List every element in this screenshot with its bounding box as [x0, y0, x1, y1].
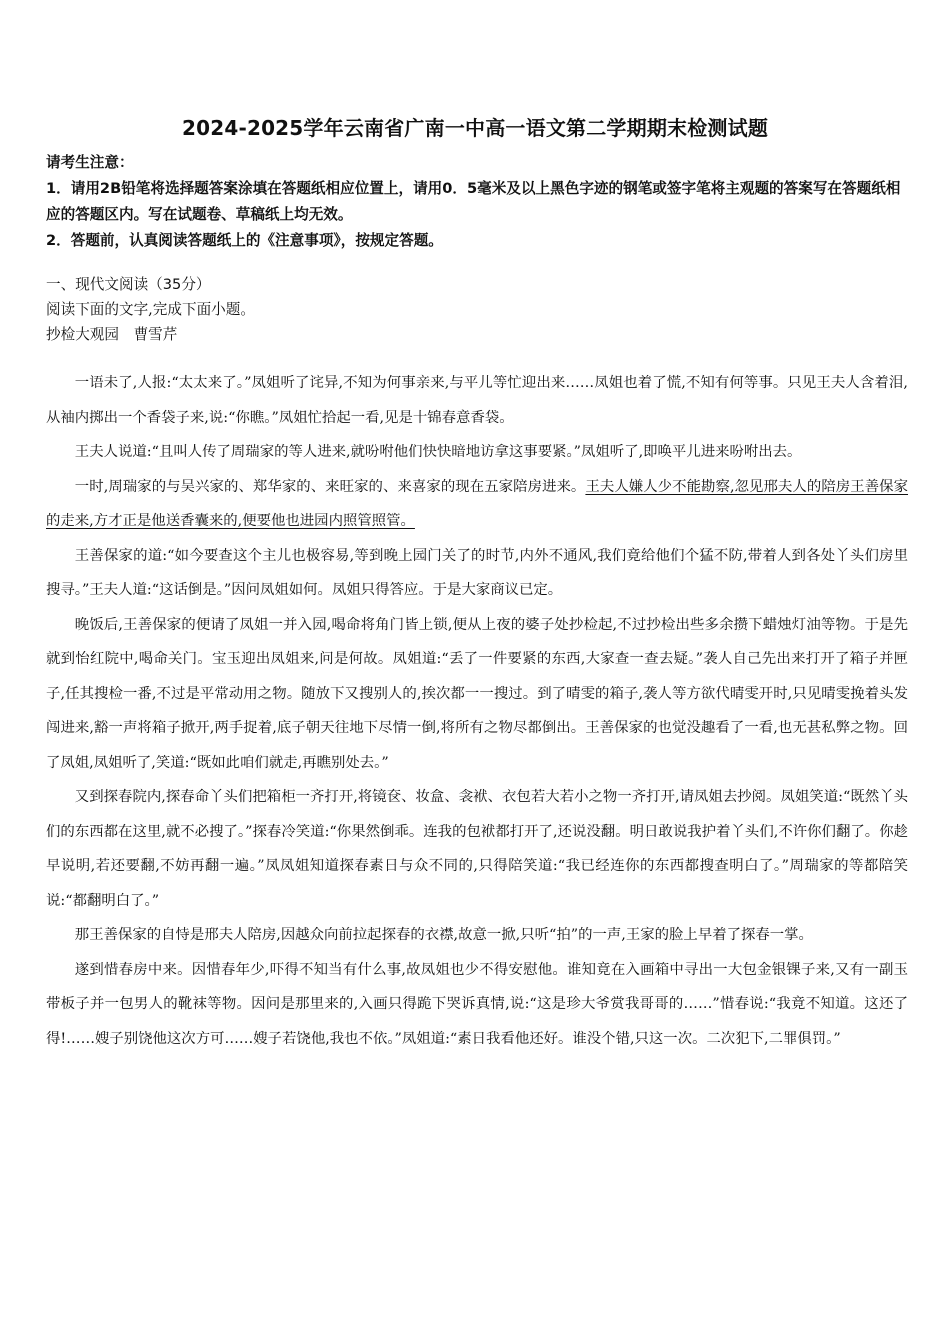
paragraph-1: 一语未了,人报:“太太来了。”凤姐听了诧异,不知为何事亲来,与平儿等忙迎出来……凤姐也着了慌,不知有何等事。只见王夫人含着泪,从袖内掷出一个香袋子来,说:“你瞧。”凤姐忙拾起一看,见是十锦春意香袋。 — [46, 375, 908, 426]
notice-heading: 请考生注意： — [46, 154, 134, 171]
reading-instruction: 阅读下面的文字,完成下面小题。 — [46, 301, 255, 318]
notice-item-2: 2．答题前，认真阅读答题纸上的《注意事项》，按规定答题。 — [46, 232, 443, 249]
notice-item-1: 1．请用2B铅笔将选择题答案涂填在答题纸相应位置上，请用0．5毫米及以上黑色字迹的钢笔或签字笔将主观题的答案写在答题纸相应的答题区内。写在试题卷、草稿纸上均无效。 — [46, 180, 901, 223]
section-heading: 一、现代文阅读（35分） — [46, 276, 211, 293]
section-reading — [46, 272, 908, 347]
paragraph-3 — [46, 470, 908, 539]
paragraph-7: 那王善保家的自恃是邢夫人陪房,因越众向前拉起探春的衣襟,故意一掀,只听“拍”的一声,王家的脸上早着了探春一掌。 — [74, 927, 813, 943]
paragraph-8: 遂到惜春房中来。因惜春年少,吓得不知当有什么事,故凤姐也少不得安慰他。谁知竟在入画箱中寻出一大包金银锞子来,又有一副玉带板子并一包男人的靴袜等物。因问是那里来的,入画只得跪下哭诉真情,说:“这是珍大爷赏我哥哥的……”惜春说:“我竟不知道。这还了得!……嫂子别饶他这次方可……嫂子若饶他,我也不依。”凤姐道:“素日我看他还好。谁没个错,只这一次。二次犯下,二罪俱罚。” — [46, 961, 908, 1047]
paragraph-2: 王夫人说道:“且叫人传了周瑞家的等人进来,就吩咐他们快快暗地访拿这事要紧。”凤姐听了,即唤平儿进来吩咐出去。 — [74, 444, 802, 460]
paragraph-5: 晚饭后,王善保家的便请了凤姐一并入园,喝命将角门皆上锁,便从上夜的婆子处抄检起,不过抄检出些多余攒下蜡烛灯油等物。于是先就到怡红院中,喝命关门。宝玉迎出凤姐来,问是何故。凤姐道:“丢了一件要紧的东西,大家查一查去疑。”袭人自己先出来打开了箱子并匣子,任其搜检一番,不过是平常动用之物。随放下又搜别人的,挨次都一一搜过。到了晴雯的箱子,袭人等方欲代晴雯开时,只见晴雯挽着头发闯进来,豁一声将箱子掀开,两手捉着,底子朝天往地下尽情一倒,将所有之物尽都倒出。王善保家的也觉没趣看了一看,也无甚私弊之物。回了凤姐,凤姐听了,笑道:“既如此咱们就走,再瞧别处去。” — [46, 616, 908, 771]
paragraph-4: 王善保家的道:“如今要查这个主儿也极容易,等到晚上园门关了的时节,内外不通风,我们竟给他们个猛不防,带着人到各处丫头们房里搜寻。”王夫人道:“这话倒是。”因问凤姐如何。凤姐只得答应。于是大家商议已定。 — [46, 547, 908, 598]
paragraph-3-text: 一时,周瑞家的与吴兴家的、郑华家的、来旺家的、来喜家的现在五家陪房进来。 — [74, 478, 586, 495]
article-title: 抄检大观园 曹雪芹 — [46, 326, 178, 343]
exam-title: 2024-2025学年云南省广南一中高一语文第二学期期末检测试题 — [181, 116, 769, 140]
paragraph-6: 又到探春院内,探春命丫头们把箱柜一齐打开,将镜奁、妆盒、衾袱、衣包若大若小之物一齐打开,请凤姐去抄阅。凤姐笑道:“既然丫头们的东西都在这里,就不必搜了。”探春冷笑道:“你果然倒乖。连我的包袱都打开了,还说没翻。明日敢说我护着丫头们,不许你们翻了。你趁早说明,若还要翻,不妨再翻一遍。”凤凤姐知道探春素日与众不同的,只得陪笑道:“我已经连你的东西都搜查明白了。”周瑞家的等都陪笑说:“都翻明白了。” — [46, 789, 908, 909]
notice-block — [46, 150, 908, 254]
article-body — [46, 366, 908, 1056]
underlined-sentence: 王夫人嫌人少不能勘察,忽见邢夫人的陪房王善保家的走来,方才正是他送香囊来的,便要他也进园内照管照管。 — [46, 478, 909, 529]
